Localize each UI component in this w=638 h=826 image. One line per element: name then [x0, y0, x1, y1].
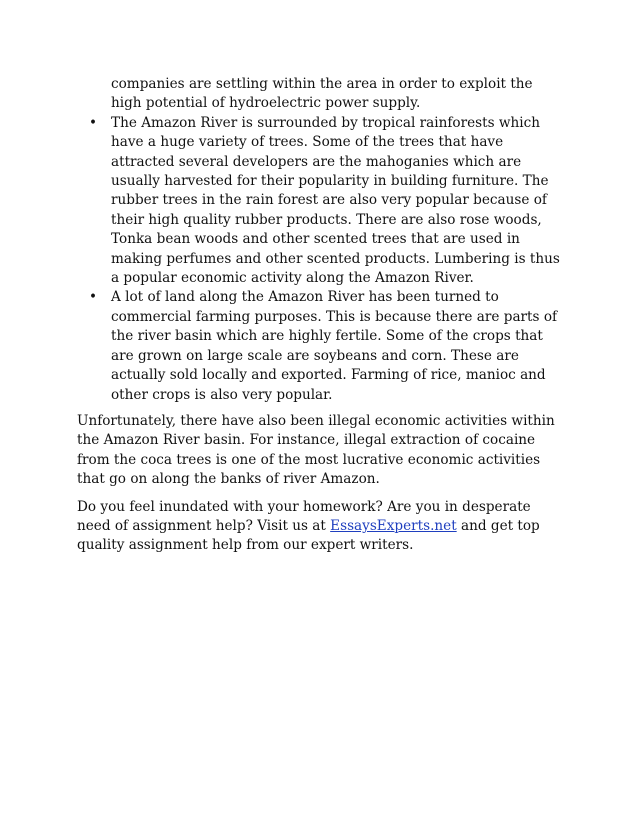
- paragraph-call-to-action: [77, 498, 567, 556]
- essaysexperts-link[interactable]: EssaysExperts.net: [330, 517, 457, 534]
- paragraph-illegal-activities: Unfortunately, there have also been illegal economic activities within the Amazon River basin. For instance, illegal extraction of cocaine from the coca trees is one of the most lucrative economic activities that go on along the banks of river Amazon.: [77, 412, 555, 488]
- bullet-item-commercial-farming: [77, 288, 567, 404]
- cta-text-after-link: and get top quality assignment help from our expert writers.: [77, 517, 540, 554]
- bullet-icon: •: [89, 114, 98, 131]
- cta-text-before-link: Do you feel inundated with your homework? Are you in desperate need of assignment help? Visit us at: [77, 498, 531, 534]
- bullet-text: A lot of land along the Amazon River has been turned to commercial farming purposes. This is because there are parts of the river basin which are highly fertile. Some of the crops that are grown on large scale are soybeans and corn. These are actually sold locally and exported. Farming of rice, manioc and other crops is also very popular.: [111, 289, 558, 403]
- bullet-item-rainforest-trees: [77, 114, 567, 289]
- bullet-list: [77, 114, 567, 405]
- bullet-icon: •: [89, 289, 98, 306]
- document-body: [77, 75, 567, 556]
- bullet-text: The Amazon River is surrounded by tropical rainforests which have a huge variety of trees. Some of the trees that have attracted several developers are the mahoganies which are usually harvested for their popularity in building furniture. The rubber trees in the rain forest are also very popular because of their high quality rubber products. There are also rose woods, Tonka bean woods and other scented trees that are used in making perfumes and other scented products. Lumbering is thus a popular economic activity along the Amazon River.: [111, 114, 560, 287]
- continued-bullet-text: companies are settling within the area in order to exploit the high potential of hydroelectric power supply.: [111, 76, 533, 112]
